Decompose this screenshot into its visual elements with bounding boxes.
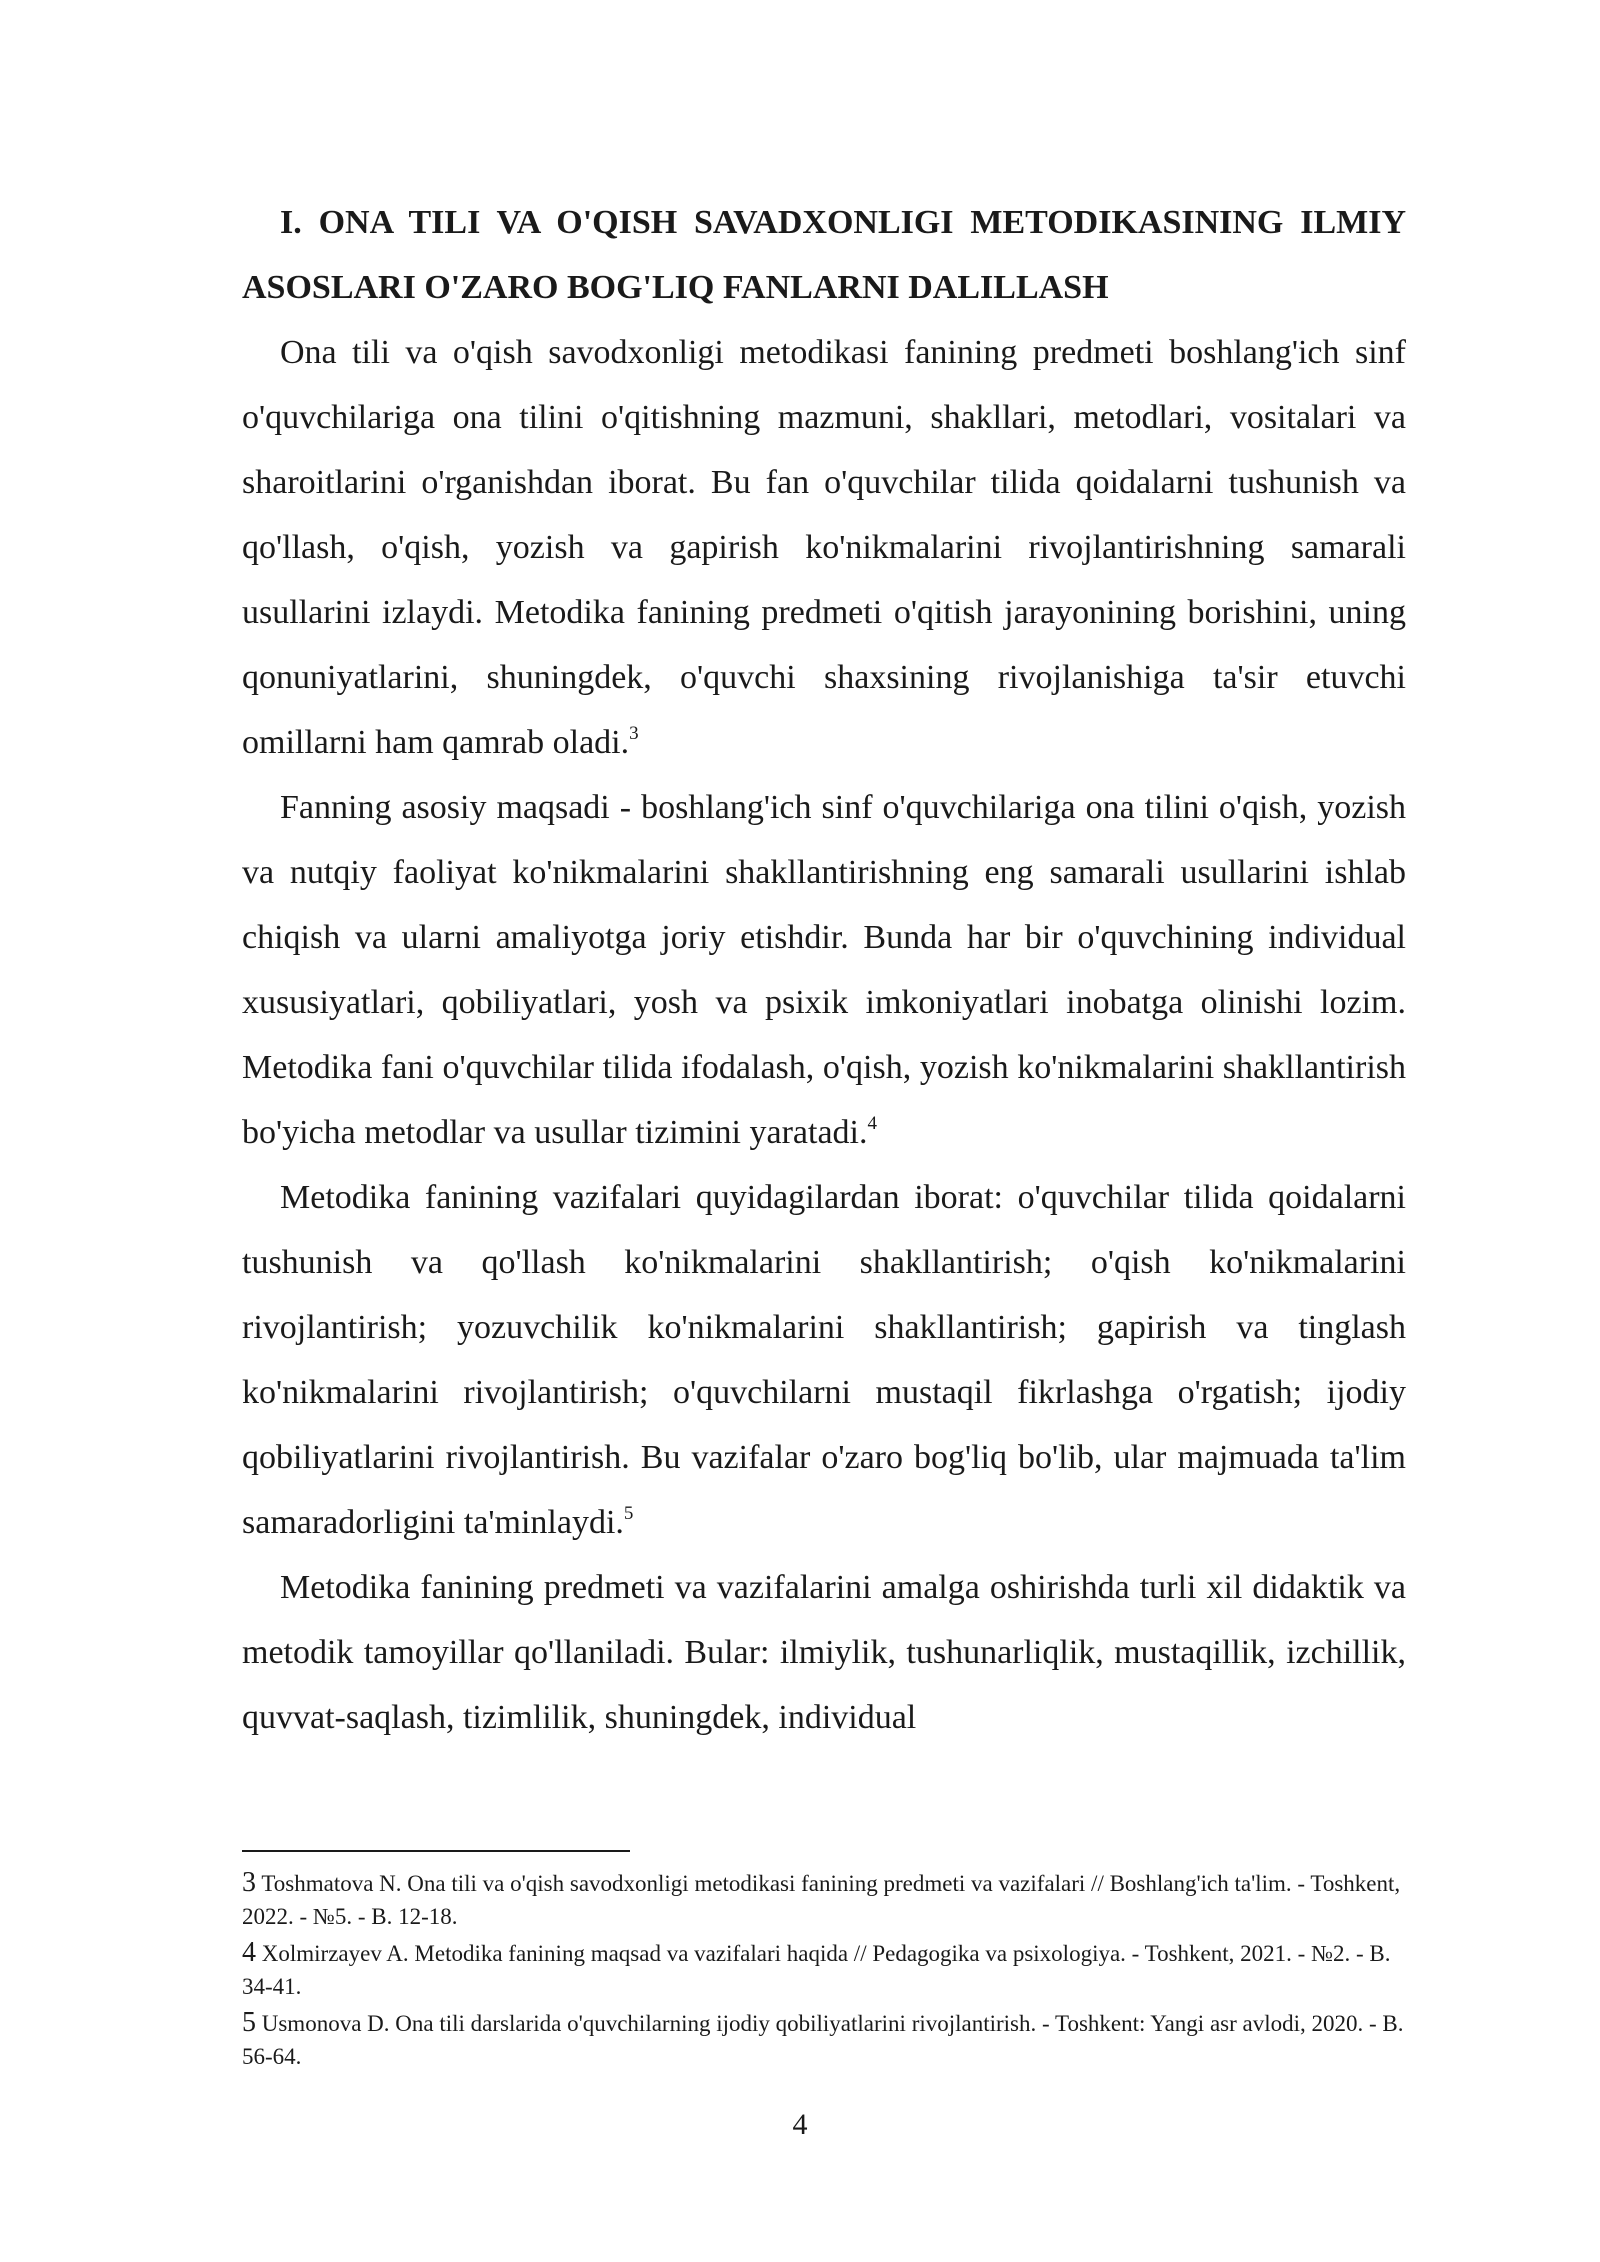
footnotes: [242, 1866, 1406, 2076]
paragraph-text: Metodika fanining vazifalari quyidagilardan iborat: o'quvchilar tilida qoidalarni tushunish va qo'llash ko'nikmalarini shakllantirish; o'qish ko'nikmalarini rivojlantirish; yozuvchilik ko'nikmalarini shakllantirish; gapirish va tinglash ko'nikmalarini rivojlantirish; o'quvchilarni mustaqil fikrlashga o'rgatish; ijodiy qobiliyatlarini rivojlantirish. Bu vazifalar o'zaro bog'liq bo'lib, ular majmuada ta'lim samaradorligini ta'minlaydi.: [242, 1179, 1406, 1541]
footnote-number: 5: [242, 2007, 256, 2038]
footnote-4: [242, 1936, 1406, 2003]
page-number: 4: [792, 2108, 808, 2141]
paragraph-4: [242, 1555, 1406, 1750]
footnote-ref[interactable]: 5: [623, 1502, 634, 1524]
footnote-ref[interactable]: 4: [867, 1112, 877, 1134]
page-body: [242, 190, 1406, 1750]
footnote-number: 3: [242, 1867, 256, 1898]
footnote-text: Toshmatova N. Ona tili va o'qish savodxonligi metodikasi fanining predmeti va vazifalari // Boshlang'ich ta'lim. - Toshkent, 2022. - №5. - B. 12-18.: [242, 1871, 1401, 1929]
footnote-number: 4: [242, 1937, 256, 1968]
footnote-5: [242, 2006, 1406, 2073]
footnote-text: Xolmirzayev A. Metodika fanining maqsad va vazifalari haqida // Pedagogika va psixologiya. - Toshkent, 2021. - №2. - B. 34-41.: [242, 1941, 1391, 1999]
paragraph-text: Fanning asosiy maqsadi - boshlang'ich sinf o'quvchilariga ona tilini o'qish, yozish va nutqiy faoliyat ko'nikmalarini shakllantirishning eng samarali usullarini ishlab chiqish va ularni amaliyotga joriy etishdir. Bunda har bir o'quvchining individual xususiyatlari, qobiliyatlari, yosh va psixik imkoniyatlari inobatga olinishi lozim. Metodika fani o'quvchilar tilida ifodalash, o'qish, yozish ko'nikmalarini shakllantirish bo'yicha metodlar va usullar tizimini yaratadi.: [242, 789, 1406, 1151]
footnote-text: Usmonova D. Ona tili darslarida o'quvchilarning ijodiy qobiliyatlarini rivojlantirish. - Toshkent: Yangi asr avlodi, 2020. - B. 56-64.: [242, 2011, 1404, 2069]
paragraph-text: Ona tili va o'qish savodxonligi metodikasi fanining predmeti boshlang'ich sinf o'quvchilariga ona tilini o'qitishning mazmuni, shakllari, metodlari, vositalari va sharoitlarini o'rganishdan iborat. Bu fan o'quvchilar tilida qoidalarni tushunish va qo'llash, o'qish, yozish va gapirish ko'nikmalarini rivojlantirishning samarali usullarini izlaydi. Metodika fanining predmeti o'qitish jarayonining borishini, uning qonuniyatlarini, shuningdek, o'quvchi shaxsining rivojlanishiga ta'sir etuvchi omillarni ham qamrab oladi.: [242, 334, 1406, 761]
footnote-3: [242, 1866, 1406, 1933]
paragraph-2: [242, 775, 1406, 1165]
paragraph-3: [242, 1165, 1406, 1555]
footnote-separator: [242, 1850, 630, 1852]
section-heading: I. ONA TILI VA O'QISH SAVADXONLIGI METODIKASINING ILMIY ASOSLARI O'ZARO BOG'LIQ FANLARNI DALILLASH: [242, 204, 1406, 306]
paragraph-text: Metodika fanining predmeti va vazifalarini amalga oshirishda turli xil didaktik va metodik tamoyillar qo'llaniladi. Bular: ilmiylik, tushunarliqlik, mustaqillik, izchillik, quvvat-saqlash, tizimlilik, shuningdek, individual: [242, 1569, 1406, 1736]
footnote-ref[interactable]: 3: [629, 722, 639, 744]
paragraph-1: [242, 320, 1406, 775]
